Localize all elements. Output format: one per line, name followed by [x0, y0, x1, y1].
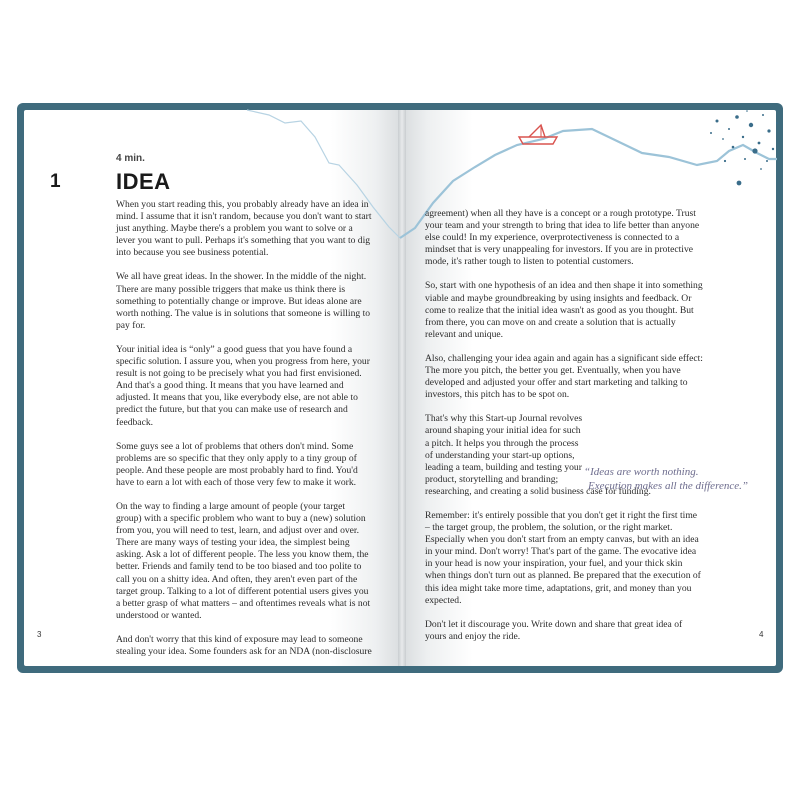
paragraph: agreement) when all they have is a concept or a rough prototype. Trust your team and your strength to bring that idea to life better than anyone else could! In my experience, overprotectiveness is connected to a mindset that is very unappealing for investors. If you are in protective mode, it's rather tough to listen to potential customers. — [425, 208, 700, 268]
pull-quote — [584, 465, 759, 493]
book-gutter — [398, 110, 406, 666]
paragraph-tail: researching, and creating a solid business case for funding. — [425, 485, 651, 497]
chapter-number: 1 — [50, 171, 61, 192]
quote-line: Execution makes all the difference.” — [588, 480, 748, 492]
paragraph: On the way to finding a large amount of people (your target group) with a specific problem who want to buy a (new) solution from you, you will need to test, learn, and adjust over and over. There are many ways of testing your idea, the simplest being asking. Ask a lot of different people. The less you know them, the better. Friends and family tend to be too biased and too polite to call you on a shitty idea. And often, they aren't even part of the target group. Talking to a lot of different potential users gives you a better grasp of what matters – and oftentimes reveals what is not understood or wanted. — [116, 500, 371, 621]
paragraph: When you start reading this, you probably already have an idea in mind. I assume that it isn't random, because you don't want to start just anything. Maybe there's a problem you want to solve or a lever you want to pull. Perhaps it's something that you want to dig into because you see business potential. — [116, 199, 372, 259]
right-column-text — [425, 208, 703, 655]
quote-line: “Ideas are worth nothing. — [584, 466, 699, 478]
paragraph-wrapped-lines: That's why this Start-up Journal revolves around shaping your initial idea for such a pitch. It helps you through the process of understanding your start-up options, leading a team, building and testing your product, storytelling and branding; — [425, 413, 583, 485]
paragraph: Some guys see a lot of problems that others don't mind. Some problems are so specific that they only apply to a tiny group of people. And these people are most probably hard to find. You'd have to earn a lot with each of those very few to make it work. — [116, 440, 358, 488]
reading-time: 4 min. — [116, 153, 145, 164]
page-number-right: 4 — [759, 630, 764, 639]
paragraph: And don't worry that this kind of exposure may lead to someone stealing your idea. Some founders ask for an NDA (non-disclosure — [116, 633, 372, 657]
paragraph: Also, challenging your idea again and again has a significant side effect: The more you pitch, the better you get. Eventually, when you have developed and adjusted your offer and start marketing and talking to investors, this pitch has to be spot on. — [425, 352, 703, 401]
chapter-title: IDEA — [116, 169, 171, 194]
paragraph: We all have great ideas. In the shower. In the middle of the night. There are many possible triggers that make us think there is something to potentially change or improve. But ideas alone are worth nothing. The value is in solutions that someone is willing to pay for. — [116, 271, 371, 331]
paragraph: Your initial idea is “only” a good guess that you have found a specific solution. I assure you, when you progress from here, your result is not going to be precisely what you had first envisioned. And that's a good thing. It means that you have learned and adjusted. It means that you, like everybody else, are not able to predict the future, but that you can make use of research and feedback. — [116, 343, 370, 428]
paragraph: Don't let it discourage you. Write down and share that great idea of yours and enjoy the ride. — [425, 618, 683, 642]
left-column-text — [116, 199, 372, 670]
page-number-left: 3 — [37, 630, 42, 639]
paragraph: So, start with one hypothesis of an idea and then shape it into something viable and maybe groundbreaking by using insights and feedback. Or come to realize that the initial idea wasn't as good as you thought. But from there, you can move on and create a solution that is actually relevant and unique. — [425, 280, 703, 340]
paragraph: Remember: it's entirely possible that you don't get it right the first time – the target group, the problem, the solution, or the right market. Especially when you don't start from an empty canvas, but with an idea in your mind. Don't worry! That's part of the game. The evocative idea in your head is now your inspiration, your fuel, and your thick skin when things don't turn out as planned. Be prepared that the execution of this idea might take more time, adaptations, grit, and money than you expected. — [425, 509, 701, 606]
